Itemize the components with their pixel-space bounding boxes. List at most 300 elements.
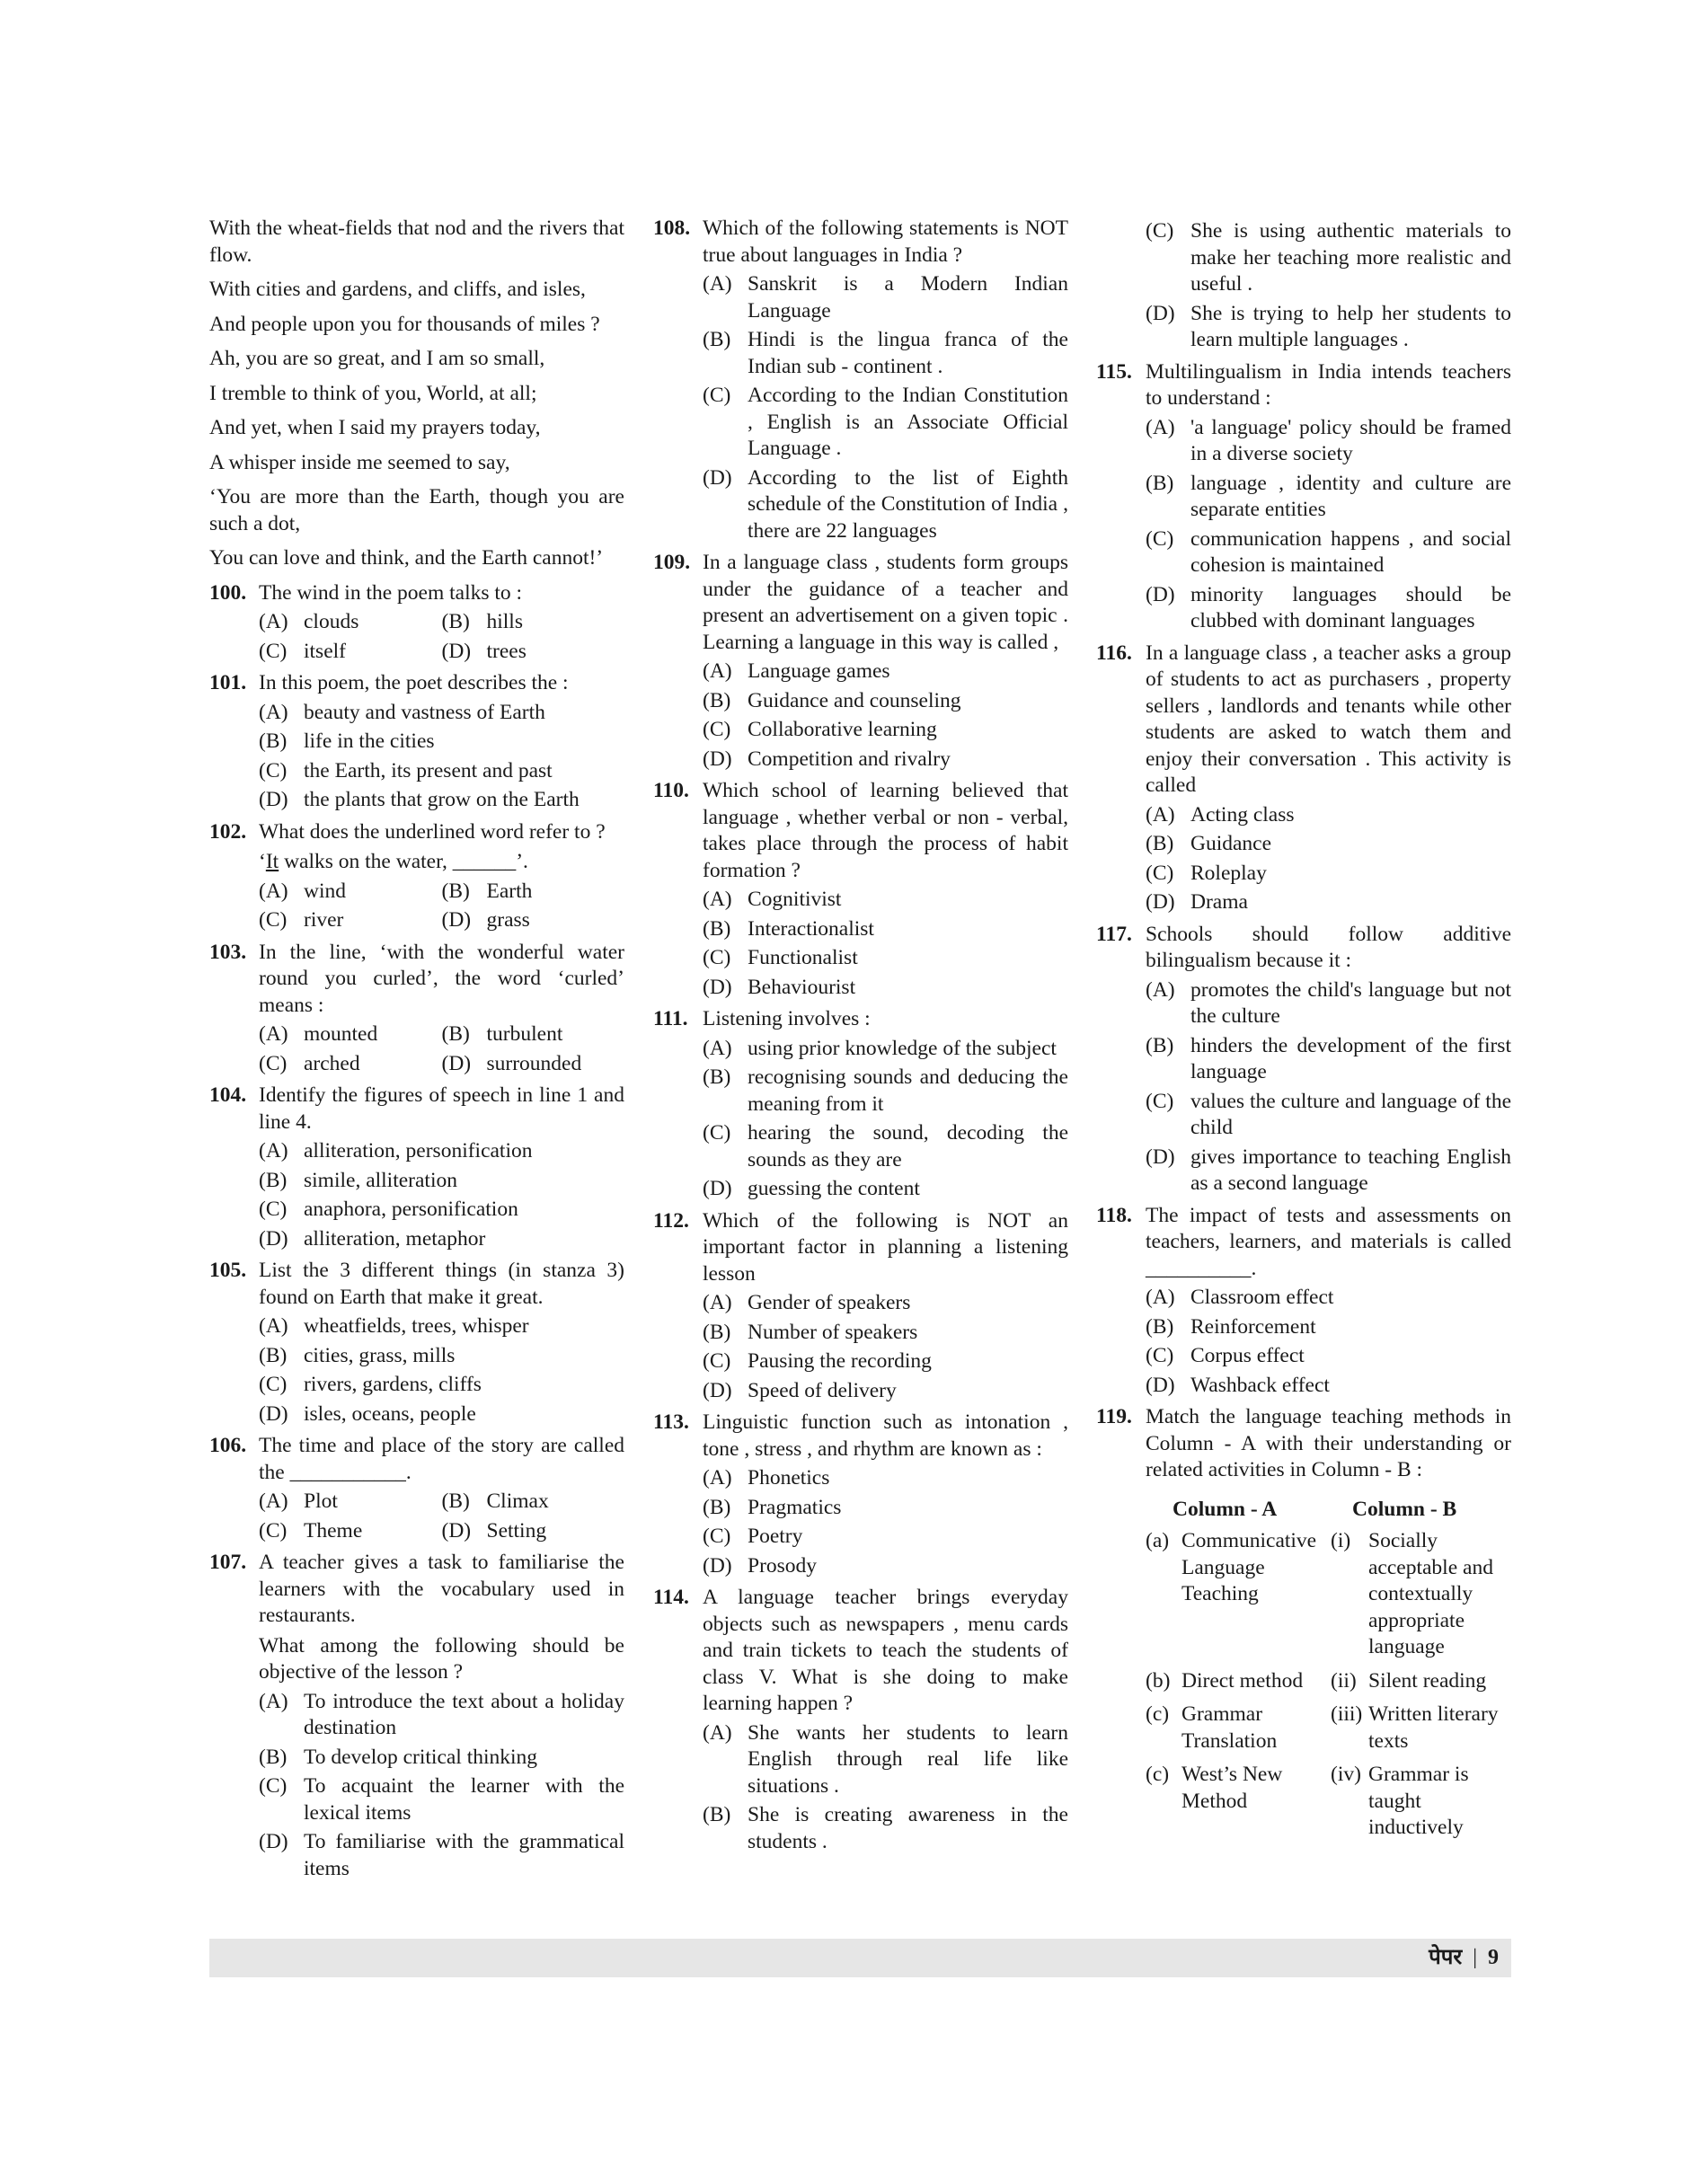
question — [1096, 922, 1511, 1198]
option — [259, 1197, 624, 1224]
option — [259, 1372, 624, 1399]
option — [259, 700, 624, 727]
option-text: Setting — [486, 1518, 547, 1543]
option-text: cities, grass, mills — [304, 1343, 456, 1367]
poem-line: And people upon you for thousands of miles ? — [209, 312, 600, 336]
option — [703, 1065, 1068, 1118]
option-label: (C) — [1146, 526, 1174, 551]
question — [653, 550, 1068, 773]
option-label: (D) — [703, 975, 732, 999]
option — [259, 1226, 624, 1253]
option-label: (A) — [259, 610, 288, 633]
question-header — [209, 670, 624, 697]
question-text: Match the language teaching methods in Column - A with their understanding or related activities in Column - B : — [1146, 1405, 1511, 1481]
option-label: (C) — [259, 1198, 288, 1221]
footer-label: पेपर — [1429, 1946, 1463, 1969]
option — [1146, 802, 1511, 829]
option-text: gives importance to teaching English as a second language — [1190, 1145, 1511, 1195]
option — [259, 1489, 442, 1516]
option — [1146, 977, 1511, 1030]
option — [1146, 831, 1511, 858]
option-label: (C) — [1146, 1089, 1174, 1113]
option — [703, 1720, 1068, 1800]
option-text: life in the cities — [304, 729, 435, 753]
column-b-item: Grammar is taught inductively — [1368, 1763, 1469, 1839]
poem-line: ‘You are more than the Earth, though you are such a dot, — [209, 485, 624, 535]
option — [1146, 1033, 1511, 1086]
option-text: clouds — [304, 610, 359, 633]
option-text: the Earth, its present and past — [304, 758, 553, 782]
option — [259, 609, 442, 636]
option-label: (B) — [703, 1495, 731, 1519]
column-a-label: (b) — [1146, 1668, 1171, 1693]
question-text: Linguistic function such as intonation , tone , stress , and rhythm are known as : — [703, 1410, 1068, 1461]
option-text: using prior knowledge of the subject — [748, 1036, 1057, 1060]
question-header — [209, 940, 624, 1020]
option-label: (B) — [703, 1803, 731, 1826]
column-a-label: (a) — [1146, 1529, 1170, 1552]
option-text: Guidance — [1190, 832, 1272, 855]
option — [703, 1378, 1068, 1405]
question-number: 104. — [209, 1083, 247, 1107]
option-text: alliteration, metaphor — [304, 1226, 486, 1251]
option-text: simile, alliteration — [304, 1168, 457, 1192]
option — [703, 465, 1068, 545]
option-label: (A) — [259, 1022, 288, 1046]
option — [259, 639, 442, 666]
option — [259, 907, 442, 934]
option-text: mounted — [304, 1022, 378, 1046]
column-a-item: Communicative Language Teaching — [1181, 1529, 1317, 1605]
question-text: The impact of tests and assessments on teachers, learners, and materials is called __________. — [1146, 1203, 1511, 1280]
option-label: (D) — [703, 1177, 732, 1200]
column-b-heading: Column - B — [1352, 1497, 1457, 1521]
option-label: (B) — [1146, 1314, 1174, 1339]
option-text: the plants that grow on the Earth — [304, 788, 580, 811]
option-label: (D) — [703, 1378, 732, 1402]
column-2 — [653, 216, 1068, 1861]
option — [259, 1168, 624, 1195]
option — [259, 1745, 624, 1772]
option — [259, 1343, 624, 1370]
question-number: 113. — [653, 1410, 689, 1434]
question-number: 118. — [1096, 1203, 1132, 1227]
question-header — [653, 550, 1068, 656]
option — [703, 1348, 1068, 1375]
option-label: (B) — [1146, 471, 1174, 495]
option-label: (A) — [703, 659, 732, 683]
question-number: 106. — [209, 1434, 247, 1457]
question-header — [209, 819, 624, 846]
question-number: 117. — [1096, 922, 1132, 946]
question-number: 115. — [1096, 359, 1132, 384]
option-label: (D) — [1146, 1373, 1175, 1397]
question — [209, 1550, 624, 1882]
match-row — [1146, 1702, 1511, 1755]
option-text: 'a language' policy should be framed in a diverse society — [1190, 415, 1511, 465]
match-row — [1146, 1762, 1511, 1842]
poem-line: A whisper inside me seemed to say, — [209, 450, 510, 474]
question — [209, 670, 624, 814]
option — [703, 1524, 1068, 1551]
option — [703, 945, 1068, 972]
question — [209, 819, 624, 934]
option-text: values the culture and language of the child — [1190, 1089, 1511, 1139]
option — [703, 688, 1068, 715]
poem-line: Ah, you are so great, and I am so small, — [209, 347, 545, 370]
column-b-item: Silent reading — [1368, 1668, 1487, 1693]
option-label: (C) — [703, 718, 731, 741]
option-text: Interactionalist — [748, 916, 874, 941]
option-label: (D) — [259, 1226, 288, 1251]
question-text: In the line, ‘with the wonderful water round you curled’, the word ‘curled’ means : — [259, 940, 624, 1017]
question-header — [209, 1083, 624, 1136]
option-label: (A) — [259, 700, 288, 724]
option-label: (D) — [259, 1830, 288, 1853]
option-text: Behaviourist — [748, 975, 856, 999]
option-label: (C) — [1146, 219, 1174, 243]
option-label: (A) — [259, 1490, 288, 1513]
question — [653, 778, 1068, 1001]
question-text: The time and place of the story are called the ___________. — [259, 1434, 624, 1484]
option-text: Roleplay — [1190, 861, 1267, 885]
question-header — [209, 1550, 624, 1630]
option — [703, 1802, 1068, 1855]
option-text: Classroom effect — [1190, 1286, 1334, 1309]
option-label: (B) — [703, 916, 731, 941]
question — [653, 1410, 1068, 1579]
question — [209, 1433, 624, 1544]
option-text: To introduce the text about a holiday destination — [304, 1689, 624, 1739]
question — [209, 1258, 624, 1428]
question-header — [209, 1258, 624, 1311]
option-text: Competition and rivalry — [748, 747, 951, 771]
option — [703, 1290, 1068, 1317]
question-number: 107. — [209, 1551, 247, 1574]
question-text: Identify the figures of speech in line 1 and line 4. — [259, 1083, 624, 1134]
option-label: (A) — [259, 1314, 288, 1338]
option-label: (B) — [441, 879, 470, 903]
option-text: beauty and vastness of Earth — [304, 700, 545, 724]
option — [703, 1120, 1068, 1173]
question-text: The wind in the poem talks to : — [259, 580, 523, 605]
option-text: According to the list of Eighth schedule of the Constitution of India , there are 22 languages — [748, 465, 1068, 543]
option-label: (C) — [703, 384, 731, 407]
option-text: Cognitivist — [748, 888, 842, 911]
option-text: grass — [486, 908, 530, 932]
question-number: 109. — [653, 551, 691, 574]
question — [209, 940, 624, 1078]
question-subtext: What among the following should be objective of the lesson ? — [259, 1633, 624, 1684]
question-number: 110. — [653, 779, 689, 802]
question-number: 101. — [209, 671, 247, 694]
option-label: (D) — [1146, 301, 1175, 325]
match-table — [1146, 1497, 1511, 1842]
question-header — [653, 1585, 1068, 1718]
question-number: 112. — [653, 1208, 689, 1233]
option-label: (C) — [259, 1774, 288, 1798]
options-grid — [259, 606, 624, 665]
option-text: Guidance and counseling — [748, 688, 961, 712]
option — [1146, 1089, 1511, 1142]
option-text: hinders the development of the first language — [1190, 1033, 1511, 1083]
option-text: promotes the child's language but not the culture — [1190, 977, 1511, 1028]
option-label: (A) — [259, 879, 288, 903]
option-text: wind — [304, 879, 346, 903]
option — [442, 907, 625, 934]
question-header — [1096, 1203, 1511, 1283]
option-label: (B) — [259, 1343, 288, 1367]
poem-line: You can love and think, and the Earth cannot!’ — [209, 546, 604, 570]
option — [259, 1689, 624, 1742]
option-text: guessing the content — [748, 1177, 920, 1200]
option — [442, 609, 625, 636]
option-text: Prosody — [748, 1553, 818, 1578]
option — [1146, 889, 1511, 916]
question — [209, 1083, 624, 1252]
question-header — [209, 1433, 624, 1486]
option-label: (D) — [441, 1518, 472, 1543]
option — [703, 887, 1068, 914]
option — [259, 1313, 624, 1340]
underlined-word: It — [265, 850, 279, 873]
option-label: (D) — [703, 1553, 732, 1578]
option-label: (A) — [703, 888, 732, 911]
question-text: List the 3 different things (in stanza 3) found on Earth that make it great. — [259, 1259, 624, 1309]
question — [653, 216, 1068, 544]
option-label: (A) — [259, 1139, 288, 1162]
option-text: minority languages should be clubbed with dominant languages — [1190, 582, 1511, 632]
option — [703, 916, 1068, 943]
option-label: (A) — [1146, 977, 1175, 1002]
option-text: To acquaint the learner with the lexical items — [304, 1774, 624, 1825]
question-header — [653, 1006, 1068, 1033]
question-header — [653, 1410, 1068, 1463]
option — [703, 1320, 1068, 1347]
option — [1146, 1373, 1511, 1400]
options-grid — [259, 876, 624, 934]
question-text: Listening involves : — [703, 1007, 871, 1030]
option-text: surrounded — [486, 1051, 582, 1075]
question-number: 119. — [1096, 1405, 1132, 1428]
option — [259, 729, 624, 756]
option-label: (A) — [1146, 802, 1175, 827]
option — [703, 717, 1068, 744]
question-text: What does the underlined word refer to ? — [259, 819, 606, 844]
option-label: (D) — [1146, 890, 1175, 914]
option-text: alliteration, personification — [304, 1139, 533, 1162]
question-text: A language teacher brings everyday objects such as newspapers , menu cards and train tickets to teach the students of class V. What is she doing to make learning happen ? — [703, 1586, 1068, 1715]
option-label: (B) — [1146, 832, 1174, 855]
option-label: (C) — [703, 946, 731, 969]
option-text: Hindi is the lingua franca of the Indian sub - continent . — [748, 328, 1068, 378]
option-label: (A) — [1146, 415, 1175, 439]
options-grid — [259, 1486, 624, 1544]
question-number: 114. — [653, 1586, 689, 1609]
question-header — [1096, 922, 1511, 975]
column-a-label: (c) — [1146, 1702, 1170, 1726]
question — [653, 1006, 1068, 1203]
option-text: Theme — [304, 1518, 363, 1543]
option — [1146, 1343, 1511, 1370]
option-label: (C) — [259, 758, 288, 782]
option-label: (D) — [703, 465, 732, 490]
question-continuation — [1096, 218, 1511, 354]
option — [259, 1829, 624, 1882]
option — [703, 975, 1068, 1002]
question-number: 108. — [653, 217, 691, 240]
option — [703, 659, 1068, 685]
option-label: (C) — [703, 1525, 731, 1548]
option — [1146, 415, 1511, 468]
option-label: (B) — [703, 1065, 731, 1089]
option-text: Sanskrit is a Modern Indian Language — [748, 272, 1068, 323]
option-label: (A) — [703, 1720, 732, 1745]
option — [703, 271, 1068, 324]
option-label: (B) — [703, 328, 731, 351]
option — [442, 1021, 625, 1048]
option-label: (B) — [1146, 1033, 1174, 1057]
option — [703, 383, 1068, 463]
question-header — [1096, 1404, 1511, 1484]
option — [1146, 1145, 1511, 1198]
option — [703, 1036, 1068, 1063]
question-text: Which of the following is NOT an important factor in planning a listening lesson — [703, 1208, 1068, 1286]
option-label: (B) — [703, 1320, 731, 1344]
option — [703, 327, 1068, 380]
poem-line: With cities and gardens, and cliffs, and isles, — [209, 278, 586, 301]
option-label: (A) — [703, 1036, 732, 1060]
question-text: In a language class , a teacher asks a group of students to act as purchasers , property sellers , landlords and tenants while other students are asked to watch them and enjoy their conversation . This activity is called — [1146, 641, 1511, 797]
option-label: (C) — [259, 1051, 288, 1075]
match-row — [1146, 1668, 1511, 1695]
option-label: (C) — [703, 1349, 731, 1373]
column-a-item: Grammar Translation — [1181, 1702, 1278, 1753]
option — [703, 1553, 1068, 1580]
option-text: Phonetics — [748, 1466, 830, 1490]
column-b-label: (i) — [1331, 1529, 1351, 1552]
option-text: Collaborative learning — [748, 718, 937, 741]
poem-line: And yet, when I said my prayers today, — [209, 416, 541, 439]
option-label: (A) — [259, 1689, 288, 1713]
option-text: Poetry — [748, 1525, 803, 1548]
option-label: (B) — [441, 1490, 470, 1513]
option — [259, 1051, 442, 1078]
option-text: river — [304, 908, 344, 932]
option-text: Corpus effect — [1190, 1344, 1305, 1367]
option-label: (C) — [1146, 861, 1174, 885]
question — [209, 580, 624, 666]
footer-separator: | — [1473, 1946, 1477, 1969]
option — [703, 1465, 1068, 1492]
option-label: (D) — [259, 1401, 288, 1426]
option — [1146, 218, 1511, 298]
option — [259, 1401, 624, 1428]
option-text: language , identity and culture are separate entities — [1190, 471, 1511, 521]
option-label: (A) — [1146, 1286, 1175, 1309]
column-3 — [1096, 216, 1511, 1849]
option — [259, 1773, 624, 1826]
option — [1146, 861, 1511, 888]
question — [653, 1585, 1068, 1855]
option-text: Plot — [304, 1490, 338, 1513]
option-label: (A) — [703, 1466, 732, 1490]
option — [259, 758, 624, 785]
option-text: She is trying to help her students to learn multiple languages . — [1190, 301, 1511, 351]
option — [442, 1518, 625, 1545]
page-footer — [209, 1939, 1511, 1977]
option — [703, 747, 1068, 774]
option-text: communication happens , and social cohesion is maintained — [1190, 526, 1511, 577]
option-label: (A) — [703, 272, 732, 296]
option-text: She is creating awareness in the students . — [748, 1803, 1068, 1853]
option-text: Earth — [486, 879, 533, 903]
question-text: Multilingualism in India intends teachers to understand : — [1146, 359, 1511, 410]
option — [259, 1021, 442, 1048]
option — [259, 1138, 624, 1165]
question-header — [653, 216, 1068, 269]
option-text: Acting class — [1190, 802, 1295, 827]
option — [1146, 301, 1511, 354]
option — [259, 1518, 442, 1545]
option-text: She is using authentic materials to make her teaching more realistic and useful . — [1190, 219, 1511, 296]
column-b-label: (ii) — [1331, 1668, 1357, 1693]
option-label: (C) — [259, 908, 288, 932]
option-text: Washback effect — [1190, 1373, 1330, 1397]
question-header — [1096, 359, 1511, 412]
question-number: 100. — [209, 580, 247, 605]
option-text: She wants her students to learn English through real life like situations . — [748, 1720, 1068, 1798]
question-text: Which of the following statements is NOT true about languages in India ? — [703, 217, 1068, 267]
question-number: 111. — [653, 1007, 688, 1030]
option — [1146, 582, 1511, 635]
option-label: (B) — [441, 610, 470, 633]
column-b-item: Written literary texts — [1368, 1702, 1499, 1753]
question-number: 105. — [209, 1259, 247, 1282]
option-text: Drama — [1190, 890, 1248, 914]
option-text: hills — [486, 610, 523, 633]
option-label: (D) — [441, 908, 472, 932]
question-number: 103. — [209, 940, 247, 964]
column-a-item: Direct method — [1181, 1668, 1304, 1693]
question — [653, 1208, 1068, 1405]
option-label: (C) — [703, 1121, 731, 1145]
option-label: (D) — [259, 788, 288, 811]
option-text: rivers, gardens, cliffs — [304, 1373, 482, 1396]
question-header — [209, 580, 624, 607]
option-text: anaphora, personification — [304, 1198, 518, 1221]
column-b-item: Socially acceptable and contextually appropriate language — [1368, 1529, 1493, 1658]
question — [1096, 1404, 1511, 1842]
column-b-label: (iv) — [1331, 1763, 1361, 1786]
option-label: (C) — [1146, 1344, 1174, 1367]
option-text: Reinforcement — [1190, 1314, 1316, 1339]
match-header — [1146, 1497, 1511, 1524]
option-text: recognising sounds and deducing the meaning from it — [748, 1065, 1068, 1116]
option-label: (A) — [703, 1291, 732, 1314]
options-grid — [259, 1019, 624, 1077]
option-label: (D) — [1146, 582, 1175, 606]
column-a-label: (c) — [1146, 1763, 1170, 1786]
option — [1146, 1314, 1511, 1341]
option-text: To develop critical thinking — [304, 1745, 538, 1769]
option-label: (C) — [259, 639, 288, 663]
option-text: To familiarise with the grammatical items — [304, 1830, 624, 1880]
option-label: (C) — [259, 1518, 288, 1543]
question-number: 116. — [1096, 641, 1132, 665]
option-text: wheatfields, trees, whisper — [304, 1314, 529, 1338]
match-row — [1146, 1528, 1511, 1661]
